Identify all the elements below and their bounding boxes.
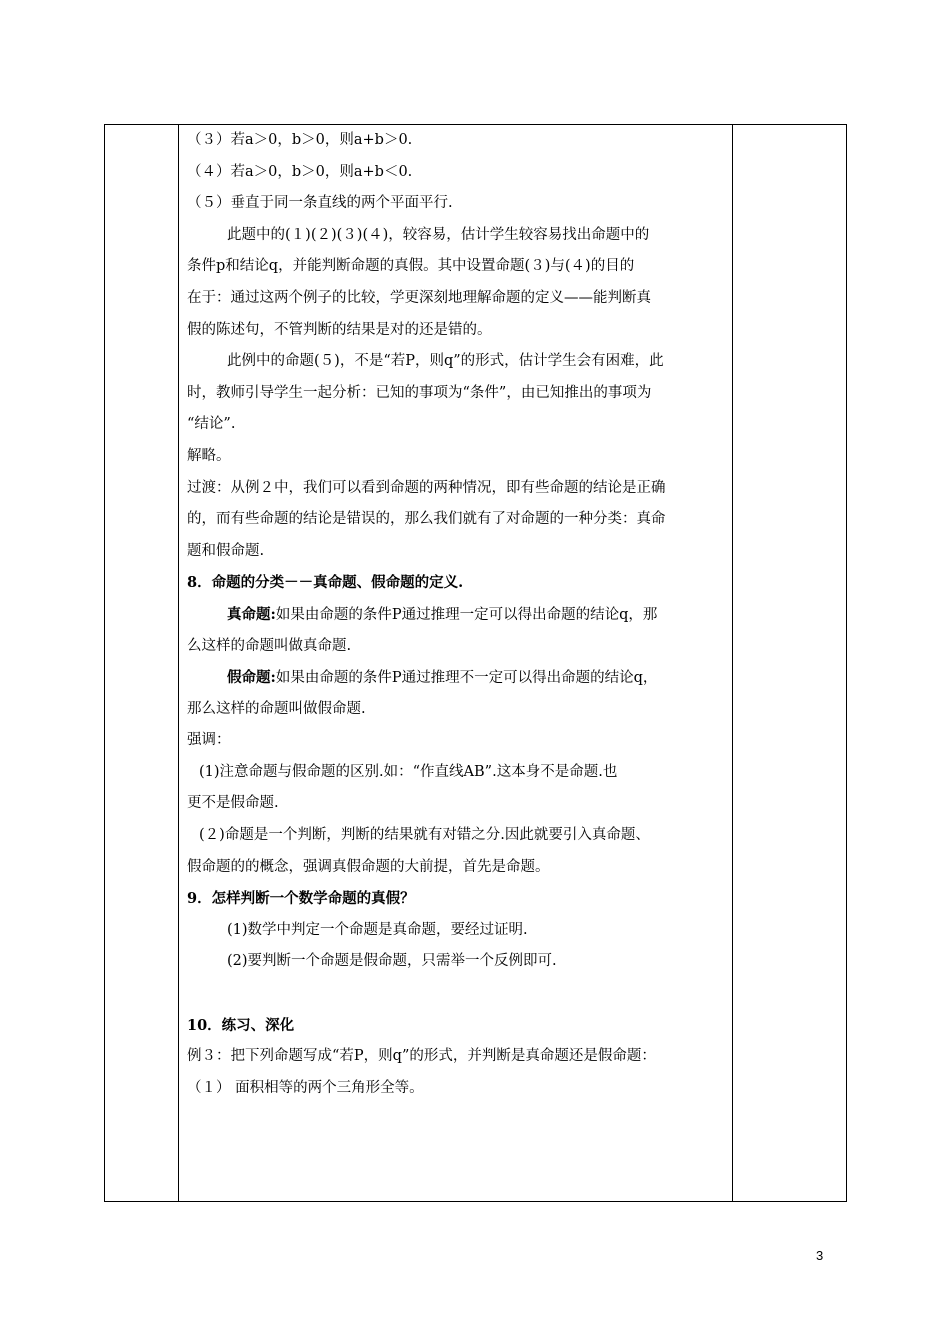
text-line: 在于：通过这两个例子的比较，学更深刻地理解命题的定义——能判断真 — [187, 289, 651, 306]
text-line: （５）垂直于同一条直线的两个平面平行. — [187, 195, 453, 212]
text-line: 假命题的的概念，强调真假命题的大前提，首先是命题。 — [187, 858, 550, 875]
definition-false — [187, 662, 729, 694]
text-line: 时，教师引导学生一起分析：已知的事项为“条件”，由已知推出的事项为 — [187, 384, 652, 401]
content-cell — [187, 125, 729, 1104]
definition-text: 如果由命题的条件P通过推理一定可以得出命题的结论q，那 — [275, 606, 658, 623]
text-line: 例３：把下列命题写成“若P，则q”的形式，并判断是真命题还是假命题： — [187, 1048, 656, 1065]
column-divider-right — [732, 125, 733, 1201]
text-line: 条件p和结论q，并能判断命题的真假。其中设置命题(３)与(４)的目的 — [187, 258, 635, 275]
text-line: 题和假命题. — [187, 542, 265, 559]
text-line: 更不是假命题. — [187, 795, 279, 812]
text-line: 此题中的(１)(２)(３)(４)，较容易，估计学生较容易找出命题中的 — [227, 226, 650, 243]
text-line: 的，而有些命题的结论是错误的，那么我们就有了对命题的一种分类：真命 — [187, 511, 666, 528]
text-line: （１） 面积相等的两个三角形全等。 — [187, 1079, 424, 1096]
text-line: （４）若a＞0，b＞0，则a+b＜0. — [187, 163, 413, 180]
text-line: (2)要判断一个命题是假命题，只需举一个反例即可. — [227, 953, 557, 970]
text-line: （３）若a＞0，b＞0，则a+b＞0. — [187, 132, 413, 148]
lesson-table — [104, 124, 847, 1202]
text-line: (２)命题是一个判断，判断的结果就有对错之分.因此就要引入真命题、 — [199, 827, 650, 844]
column-divider-left — [178, 125, 179, 1201]
definition-text: 如果由命题的条件P通过推理不一定可以得出命题的结论q， — [275, 670, 658, 687]
text-line: “结论”. — [187, 416, 236, 433]
text-line: 假的陈述句，不管判断的结果是对的还是错的。 — [187, 321, 492, 338]
section-heading: 10．练习、深化 — [187, 1016, 295, 1034]
text-line: 那么这样的命题叫做假命题. — [187, 700, 366, 717]
page-number: 3 — [816, 1248, 824, 1263]
text-line: 此例中的命题(５)，不是“若P，则q”的形式，估计学生会有困难，此 — [227, 353, 664, 370]
text-line: (1)数学中判定一个命题是真命题，要经过证明. — [227, 921, 528, 938]
text-line: 过渡：从例２中，我们可以看到命题的两种情况，即有些命题的结论是正确 — [187, 479, 666, 496]
blank-line — [187, 978, 729, 1010]
term-false: 假命题: — [227, 669, 276, 687]
text-line: (1)注意命题与假命题的区别.如：“作直线AB”.这本身不是命题.也 — [199, 763, 618, 780]
text-line: 解略。 — [187, 447, 231, 464]
text-line: 强调： — [187, 732, 231, 749]
definition-true — [187, 599, 729, 631]
section-heading: 8．命题的分类－－真命题、假命题的定义. — [187, 574, 464, 592]
term-true: 真命题: — [227, 605, 276, 623]
section-heading: 9．怎样判断一个数学命题的真假？ — [187, 890, 415, 908]
text-line: 么这样的命题叫做真命题. — [187, 637, 352, 654]
